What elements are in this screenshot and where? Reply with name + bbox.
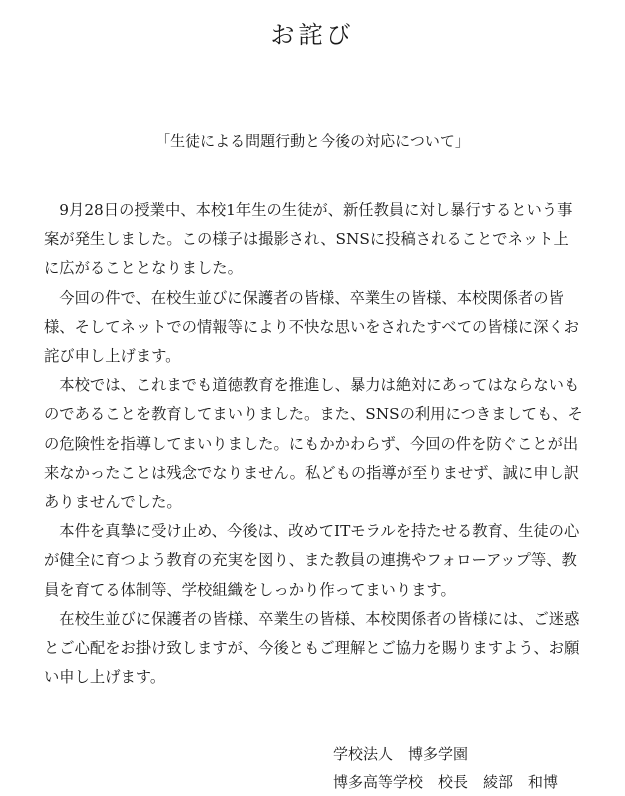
letter-body — [44, 196, 584, 692]
paragraph-incident: 9月28日の授業中、本校1年生の生徒が、新任教員に対し暴行するという事案が発生しました。この様子は撮影され、SNSに投稿されることでネット上に広がることとなりました。 — [44, 201, 573, 278]
letter-subtitle: 「生徒による問題行動と今後の対応について」 — [155, 132, 470, 150]
paragraph-measures: 本件を真摯に受け止め、今後は、改めてITモラルを持たせる教育、生徒の心が健全に育つよう教育の充実を図り、また教員の連携やフォローアップ等、教員を育てる体制等、学校組織をしっかり作ってまいります。 — [44, 522, 580, 599]
paragraph-closing: 在校生並びに保護者の皆様、卒業生の皆様、本校関係者の皆様には、ご迷惑とご心配をお掛け致しますが、今後ともご理解とご協力を賜りますよう、お願い申し上げます。 — [44, 609, 580, 687]
letter-title: お詫び — [270, 21, 355, 49]
paragraph-education: 本校では、これまでも道徳教育を推進し、暴力は絶対にあってはならないものであることを教育してまいりました。また、SNSの利用につきましても、その危険性を指導してまいりました。にもかかわらず、今回の件を防ぐことが出来なかったことは残念でなりません。私どもの指導が至りませず、誠に申し訳ありませんでした。 — [44, 376, 583, 512]
paragraph-apology: 今回の件で、在校生並びに保護者の皆様、卒業生の皆様、本校関係者の皆様、そしてネットでの情報等により不快な思いをされたすべての皆様に深くお詫び申し上げます。 — [44, 288, 580, 366]
signature-principal: 博多高等学校 校長 綾部 和博 — [333, 773, 559, 791]
signature-organization: 学校法人 博多学園 — [333, 745, 469, 763]
